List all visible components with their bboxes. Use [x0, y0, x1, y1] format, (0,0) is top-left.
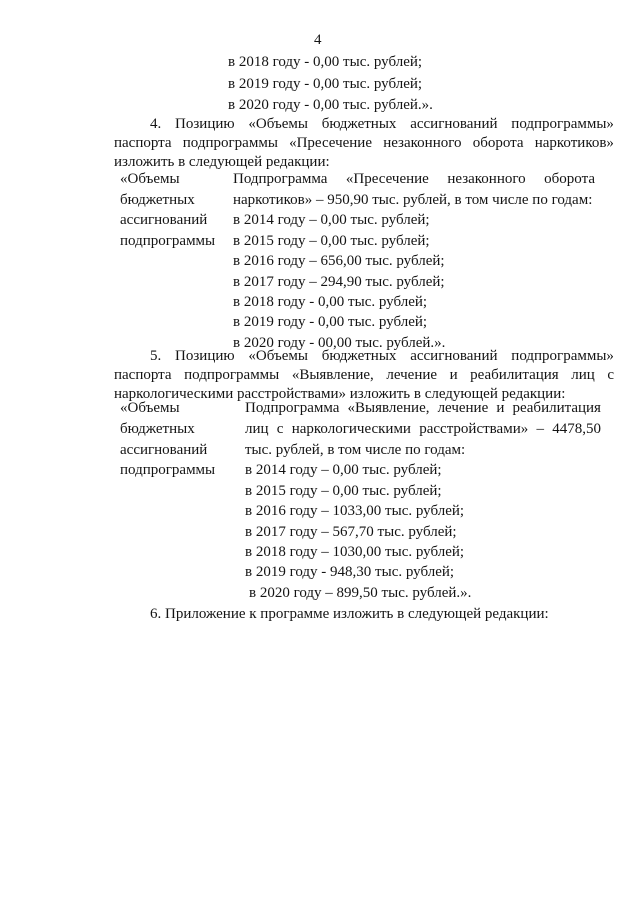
word: «Выявление,	[347, 400, 430, 416]
item5-right-line6: в 2016 году – 1033,00 тыс. рублей;	[245, 503, 465, 519]
word: ассигнований	[410, 348, 498, 364]
word: «Объемы	[248, 348, 308, 364]
item4-right-line5: в 2016 году – 656,00 тыс. рублей;	[233, 253, 445, 269]
item5-right-line10: в 2020 году – 899,50 тыс. рублей.».	[249, 585, 472, 601]
word: «Выявление,	[291, 367, 374, 383]
item4-intro-line1	[114, 115, 614, 134]
word: подпрограммы	[182, 135, 278, 151]
item4-right-line3: в 2014 году – 0,00 тыс. рублей;	[233, 212, 430, 228]
item5-right-line1	[245, 398, 601, 418]
word: расстройствами»	[419, 421, 529, 437]
item4-intro	[114, 115, 614, 172]
item5-right-line4: в 2014 году – 0,00 тыс. рублей;	[245, 462, 442, 478]
word: с	[607, 367, 614, 383]
item5-intro-line3: наркологическими расстройствами» изложить в следующей редакции:	[114, 386, 566, 402]
item4-right-line9: в 2020 году - 00,00 тыс. рублей.».	[233, 335, 446, 351]
word: незаконного	[383, 135, 462, 151]
word: реабилитация	[512, 400, 601, 416]
word: с	[276, 421, 284, 437]
word: «Пресечение	[289, 135, 372, 151]
item5-right-line7: в 2017 году – 567,70 тыс. рублей;	[245, 524, 457, 540]
item4-left-line2: бюджетных	[120, 192, 195, 208]
word: –	[536, 421, 544, 437]
word: оборота	[472, 135, 524, 151]
item4-right-line1	[233, 169, 595, 189]
word: Позицию	[175, 116, 235, 132]
item4-left-line1: «Объемы	[120, 171, 180, 187]
word: наркологическими	[291, 421, 411, 437]
word: наркотиков»	[534, 135, 614, 151]
word: «Объемы	[248, 116, 308, 132]
word: паспорта	[114, 135, 172, 151]
word: реабилитация	[470, 367, 559, 383]
word: «Пресечение	[345, 171, 429, 187]
word: лиц	[245, 421, 269, 437]
item5-right-line3: тыс. рублей, в том числе по годам:	[245, 442, 466, 458]
word: ассигнований	[410, 116, 498, 132]
top-line-2018: в 2018 году - 0,00 тыс. рублей;	[228, 54, 423, 70]
word: 4478,50	[552, 421, 601, 437]
word: подпрограммы»	[511, 116, 614, 132]
word: бюджетных	[321, 348, 397, 364]
word: и	[496, 400, 505, 416]
item5-left-line4: подпрограммы	[120, 462, 216, 478]
item5-left-line3: ассигнований	[120, 442, 208, 458]
word: 4.	[150, 116, 162, 132]
word: лечение	[386, 367, 438, 383]
word: Подпрограмма	[245, 400, 340, 416]
item4-intro-line3: изложить в следующей редакции:	[114, 154, 330, 170]
item5-right-line9: в 2019 году - 948,30 тыс. рублей;	[245, 564, 455, 580]
word: оборота	[544, 171, 595, 187]
item5-intro-line2	[114, 366, 614, 385]
word: Позицию	[175, 348, 235, 364]
word: лечение	[437, 400, 489, 416]
word: незаконного	[447, 171, 526, 187]
item5-left-line2: бюджетных	[120, 421, 195, 437]
word: подпрограммы	[184, 367, 280, 383]
word: бюджетных	[321, 116, 397, 132]
item4-left-line3: ассигнований	[120, 212, 208, 228]
top-line-2019: в 2019 году - 0,00 тыс. рублей;	[228, 76, 423, 92]
word: паспорта	[114, 367, 172, 383]
item5-left-line1: «Объемы	[120, 400, 180, 416]
word: и	[449, 367, 458, 383]
item6-paragraph: 6. Приложение к программе изложить в следующей редакции:	[150, 606, 549, 622]
item5-right-line8: в 2018 году – 1030,00 тыс. рублей;	[245, 544, 465, 560]
word: подпрограммы»	[511, 348, 614, 364]
word: Подпрограмма	[233, 171, 328, 187]
item4-right-line6: в 2017 году – 294,90 тыс. рублей;	[233, 274, 445, 290]
item5-right-line5: в 2015 году – 0,00 тыс. рублей;	[245, 483, 442, 499]
item4-right-line4: в 2015 году – 0,00 тыс. рублей;	[233, 233, 430, 249]
word: 5.	[150, 348, 162, 364]
item4-right-line2: наркотиков» – 950,90 тыс. рублей, в том числе по годам:	[233, 192, 593, 208]
item4-right-line8: в 2019 году - 0,00 тыс. рублей;	[233, 314, 428, 330]
item4-intro-line2	[114, 134, 614, 153]
page-number: 4	[314, 32, 322, 48]
item5-intro	[114, 347, 614, 404]
item5-intro-line1	[114, 347, 614, 366]
top-line-2020: в 2020 году - 0,00 тыс. рублей.».	[228, 97, 433, 113]
item4-left-line4: подпрограммы	[120, 233, 216, 249]
item4-right-line7: в 2018 году - 0,00 тыс. рублей;	[233, 294, 428, 310]
item5-right-line2	[245, 419, 601, 439]
word: лиц	[571, 367, 595, 383]
